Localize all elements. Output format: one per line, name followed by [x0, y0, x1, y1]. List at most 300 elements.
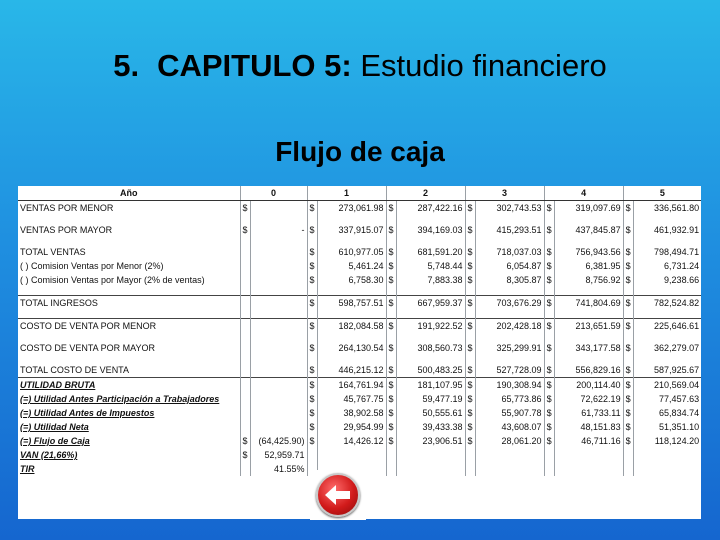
spacer-cell: [465, 310, 475, 319]
spacer-cell: [475, 237, 544, 245]
spacer-cell: [554, 310, 623, 319]
year4-value: 61,733.11: [554, 406, 623, 420]
currency-sign: $: [386, 259, 396, 273]
spacer-cell: [317, 287, 386, 296]
spacer-cell: [240, 215, 250, 223]
currency-sign: $: [465, 406, 475, 420]
year5-value: 587,925.67: [633, 363, 701, 378]
currency-sign: $: [623, 406, 633, 420]
table-row: [18, 448, 701, 462]
row-label: ( ) Comision Ventas por Mayor (2% de ventas): [20, 275, 205, 285]
currency-sign: $: [386, 378, 396, 393]
currency-sign: [240, 245, 250, 259]
spacer-cell: [317, 215, 386, 223]
currency-sign: [240, 406, 250, 420]
currency-sign: $: [386, 392, 396, 406]
year0-value: [250, 259, 307, 273]
currency-sign: $: [623, 201, 633, 216]
table-row: [18, 434, 701, 448]
spacer-cell: [18, 310, 240, 319]
table-row: [18, 259, 701, 273]
year0-value: [250, 406, 307, 420]
currency-sign: $: [386, 434, 396, 448]
spacer-cell: [307, 215, 317, 223]
year2-value: 667,959.37: [396, 296, 465, 311]
spacer-cell: [240, 287, 250, 296]
year3-value: 65,773.86: [475, 392, 544, 406]
row-label: COSTO DE VENTA POR MENOR: [18, 319, 240, 334]
currency-sign: $: [544, 434, 554, 448]
header-year-label: Año: [18, 186, 240, 201]
year3-value: 43,608.07: [475, 420, 544, 434]
spacer-cell: [250, 215, 307, 223]
year2-value: 59,477.19: [396, 392, 465, 406]
year4-value: 72,622.19: [554, 392, 623, 406]
title-chapter: CAPITULO 5:: [157, 48, 352, 83]
year5-value: 782,524.82: [633, 296, 701, 311]
year3-value: 6,054.87: [475, 259, 544, 273]
year2-value: [396, 462, 465, 476]
currency-sign: $: [465, 223, 475, 237]
currency-sign: [386, 448, 396, 462]
year0-value: [250, 378, 307, 393]
spacer-cell: [633, 237, 701, 245]
year1-value: 38,902.58: [317, 406, 386, 420]
currency-sign: $: [465, 245, 475, 259]
row-label: UTILIDAD BRUTA: [18, 378, 240, 393]
year2-value: 681,591.20: [396, 245, 465, 259]
spacer-cell: [307, 287, 317, 296]
currency-sign: $: [623, 434, 633, 448]
currency-sign: $: [386, 420, 396, 434]
row-label: TOTAL INGRESOS: [18, 296, 240, 311]
year5-value: 6,731.24: [633, 259, 701, 273]
spacer-cell: [307, 237, 317, 245]
row-label: TIR: [20, 464, 35, 474]
header-year-3: 3: [465, 186, 544, 201]
spacer-cell: [240, 310, 250, 319]
spacer-cell: [544, 237, 554, 245]
spacer-cell: [18, 287, 240, 296]
currency-sign: [240, 273, 250, 287]
spacer-cell: [386, 237, 396, 245]
currency-sign: $: [465, 363, 475, 378]
currency-sign: $: [386, 296, 396, 311]
currency-sign: [307, 448, 317, 462]
spacer-cell: [250, 310, 307, 319]
spacer-cell: [386, 355, 396, 363]
slide-title: [0, 48, 720, 84]
year0-value: [250, 392, 307, 406]
currency-sign: [240, 296, 250, 311]
currency-sign: $: [386, 406, 396, 420]
spacer-cell: [623, 310, 633, 319]
currency-sign: $: [623, 273, 633, 287]
spacer-cell: [317, 333, 386, 341]
spacer-row: [18, 310, 701, 319]
spacer-row: [18, 333, 701, 341]
year3-value: 527,728.09: [475, 363, 544, 378]
year1-value: 273,061.98: [317, 201, 386, 216]
year0-value: [250, 273, 307, 287]
currency-sign: $: [623, 341, 633, 355]
year2-value: 287,422.16: [396, 201, 465, 216]
spacer-cell: [396, 310, 465, 319]
spacer-cell: [554, 237, 623, 245]
spacer-cell: [250, 287, 307, 296]
year3-value: 190,308.94: [475, 378, 544, 393]
spacer-cell: [250, 355, 307, 363]
year5-value: 210,569.04: [633, 378, 701, 393]
currency-sign: [240, 341, 250, 355]
currency-sign: $: [307, 392, 317, 406]
year1-value: 6,758.30: [317, 273, 386, 287]
table-row: [18, 245, 701, 259]
currency-sign: $: [544, 201, 554, 216]
year1-value: 5,461.24: [317, 259, 386, 273]
spacer-cell: [544, 333, 554, 341]
currency-sign: $: [544, 259, 554, 273]
currency-sign: $: [465, 296, 475, 311]
spacer-cell: [396, 215, 465, 223]
year4-value: 556,829.16: [554, 363, 623, 378]
spacer-cell: [396, 237, 465, 245]
spacer-cell: [18, 237, 240, 245]
year3-value: [475, 462, 544, 476]
year4-value: 437,845.87: [554, 223, 623, 237]
currency-sign: [240, 378, 250, 393]
year0-value: 41.55%: [250, 462, 307, 476]
table-row: [18, 319, 701, 334]
spacer-cell: [633, 310, 701, 319]
year2-value: 7,883.38: [396, 273, 465, 287]
spacer-cell: [633, 333, 701, 341]
year5-value: 9,238.66: [633, 273, 701, 287]
year1-value: 598,757.51: [317, 296, 386, 311]
currency-sign: [240, 392, 250, 406]
year2-value: 191,922.52: [396, 319, 465, 334]
currency-sign: $: [544, 319, 554, 334]
currency-sign: $: [623, 259, 633, 273]
year2-value: 181,107.95: [396, 378, 465, 393]
currency-sign: $: [386, 273, 396, 287]
year4-value: 319,097.69: [554, 201, 623, 216]
spacer-cell: [623, 237, 633, 245]
currency-sign: $: [307, 341, 317, 355]
row-label: VENTAS POR MENOR: [20, 203, 114, 213]
spacer-cell: [317, 237, 386, 245]
spacer-cell: [544, 310, 554, 319]
spacer-cell: [554, 215, 623, 223]
row-label: ( ) Comision Ventas por Menor (2%): [20, 261, 164, 271]
year2-value: 50,555.61: [396, 406, 465, 420]
spacer-cell: [623, 355, 633, 363]
currency-sign: $: [386, 201, 396, 216]
year5-value: 362,279.07: [633, 341, 701, 355]
year1-value: 337,915.07: [317, 223, 386, 237]
spacer-cell: [554, 287, 623, 296]
year0-value: [250, 319, 307, 334]
currency-sign: [623, 448, 633, 462]
currency-sign: $: [386, 245, 396, 259]
currency-sign: $: [240, 434, 250, 448]
back-arrow-icon: [316, 473, 360, 517]
spacer-cell: [475, 310, 544, 319]
currency-sign: $: [623, 363, 633, 378]
currency-sign: $: [240, 201, 250, 216]
currency-sign: $: [465, 378, 475, 393]
header-year-4: 4: [544, 186, 623, 201]
row-label: TOTAL VENTAS: [20, 247, 86, 257]
currency-sign: $: [544, 392, 554, 406]
table-row: [18, 420, 701, 434]
spacer-cell: [18, 355, 240, 363]
year0-value: [250, 420, 307, 434]
year5-value: 77,457.63: [633, 392, 701, 406]
year3-value: [475, 448, 544, 462]
year5-value: 118,124.20: [633, 434, 701, 448]
spacer-cell: [18, 333, 240, 341]
currency-sign: $: [544, 296, 554, 311]
year0-value: [250, 201, 307, 216]
spacer-cell: [633, 215, 701, 223]
currency-sign: [544, 448, 554, 462]
year0-value: (64,425.90): [250, 434, 307, 448]
spacer-cell: [544, 355, 554, 363]
currency-sign: $: [544, 245, 554, 259]
currency-sign: $: [307, 201, 317, 216]
year4-value: [554, 448, 623, 462]
table-row: [18, 341, 701, 355]
currency-sign: $: [465, 259, 475, 273]
table-row: [18, 392, 701, 406]
year0-value: [250, 363, 307, 378]
year1-value: 29,954.99: [317, 420, 386, 434]
year0-value: 52,959.71: [250, 448, 307, 462]
year1-value: 45,767.75: [317, 392, 386, 406]
year1-value: 164,761.94: [317, 378, 386, 393]
year4-value: 741,804.69: [554, 296, 623, 311]
year5-value: 798,494.71: [633, 245, 701, 259]
currency-sign: $: [465, 434, 475, 448]
row-label: (=) Utilidad Antes de Impuestos: [20, 408, 155, 418]
currency-sign: $: [240, 223, 250, 237]
year4-value: 8,756.92: [554, 273, 623, 287]
title-number: 5.: [113, 48, 140, 83]
year4-value: 6,381.95: [554, 259, 623, 273]
year5-value: [633, 462, 701, 476]
currency-sign: $: [544, 420, 554, 434]
currency-sign: $: [307, 223, 317, 237]
year4-value: 200,114.40: [554, 378, 623, 393]
row-label: VENTAS POR MAYOR: [20, 225, 113, 235]
spacer-cell: [307, 310, 317, 319]
currency-sign: $: [307, 259, 317, 273]
currency-sign: $: [623, 245, 633, 259]
currency-sign: $: [307, 363, 317, 378]
year2-value: [396, 448, 465, 462]
row-label: VAN (21,66%): [20, 450, 78, 460]
currency-sign: $: [465, 273, 475, 287]
header-year-5: 5: [623, 186, 701, 201]
spacer-cell: [465, 215, 475, 223]
year2-value: 23,906.51: [396, 434, 465, 448]
currency-sign: $: [544, 273, 554, 287]
back-button[interactable]: [310, 470, 366, 520]
year5-value: 225,646.61: [633, 319, 701, 334]
currency-sign: $: [307, 245, 317, 259]
currency-sign: $: [544, 223, 554, 237]
year2-value: 394,169.03: [396, 223, 465, 237]
currency-sign: $: [386, 363, 396, 378]
year3-value: 325,299.91: [475, 341, 544, 355]
year4-value: 46,711.16: [554, 434, 623, 448]
currency-sign: [465, 448, 475, 462]
spacer-cell: [475, 287, 544, 296]
spacer-cell: [465, 237, 475, 245]
spacer-cell: [386, 310, 396, 319]
currency-sign: $: [623, 296, 633, 311]
currency-sign: [465, 462, 475, 476]
spacer-cell: [250, 333, 307, 341]
currency-sign: $: [307, 406, 317, 420]
currency-sign: [240, 363, 250, 378]
currency-sign: $: [307, 434, 317, 448]
row-label: COSTO DE VENTA POR MAYOR: [20, 343, 156, 353]
spacer-cell: [386, 287, 396, 296]
year5-value: 65,834.74: [633, 406, 701, 420]
spacer-cell: [240, 355, 250, 363]
spacer-cell: [250, 237, 307, 245]
year1-value: 182,084.58: [317, 319, 386, 334]
table-row: [18, 378, 701, 393]
year1-value: 610,977.05: [317, 245, 386, 259]
year2-value: 5,748.44: [396, 259, 465, 273]
currency-sign: $: [386, 341, 396, 355]
spacer-cell: [396, 333, 465, 341]
currency-sign: $: [386, 223, 396, 237]
row-label: (=) Flujo de Caja: [20, 436, 90, 446]
spacer-cell: [307, 355, 317, 363]
currency-sign: $: [307, 319, 317, 334]
spacer-cell: [465, 355, 475, 363]
table-row: [18, 223, 701, 237]
spacer-cell: [307, 333, 317, 341]
spacer-cell: [317, 355, 386, 363]
year0-value: [250, 296, 307, 311]
year5-value: [633, 448, 701, 462]
spacer-cell: [554, 355, 623, 363]
spacer-cell: [386, 215, 396, 223]
currency-sign: $: [465, 392, 475, 406]
year0-value: [250, 341, 307, 355]
year1-value: 264,130.54: [317, 341, 386, 355]
table-header-row: [18, 186, 701, 201]
year1-value: 446,215.12: [317, 363, 386, 378]
currency-sign: [240, 319, 250, 334]
currency-sign: $: [623, 319, 633, 334]
year4-value: 343,177.58: [554, 341, 623, 355]
year0-value: -: [250, 223, 307, 237]
year4-value: 48,151.83: [554, 420, 623, 434]
year1-value: [317, 448, 386, 462]
year4-value: [554, 462, 623, 476]
spacer-row: [18, 355, 701, 363]
spacer-row: [18, 237, 701, 245]
year3-value: 703,676.29: [475, 296, 544, 311]
spacer-cell: [475, 355, 544, 363]
year2-value: 39,433.38: [396, 420, 465, 434]
spacer-cell: [18, 215, 240, 223]
currency-sign: $: [544, 363, 554, 378]
spacer-cell: [465, 333, 475, 341]
year3-value: 8,305.87: [475, 273, 544, 287]
header-year-1: 1: [307, 186, 386, 201]
year5-value: 51,351.10: [633, 420, 701, 434]
spacer-cell: [240, 333, 250, 341]
currency-sign: [240, 259, 250, 273]
year0-value: [250, 245, 307, 259]
year5-value: 461,932.91: [633, 223, 701, 237]
currency-sign: $: [465, 341, 475, 355]
currency-sign: [386, 462, 396, 476]
currency-sign: $: [623, 392, 633, 406]
currency-sign: $: [307, 420, 317, 434]
currency-sign: $: [544, 378, 554, 393]
currency-sign: $: [623, 378, 633, 393]
table-row: [18, 296, 701, 311]
spacer-cell: [623, 215, 633, 223]
spacer-cell: [554, 333, 623, 341]
currency-sign: $: [544, 341, 554, 355]
spacer-cell: [544, 287, 554, 296]
spacer-cell: [475, 215, 544, 223]
spacer-cell: [544, 215, 554, 223]
year1-value: 14,426.12: [317, 434, 386, 448]
spacer-cell: [396, 287, 465, 296]
spacer-cell: [465, 287, 475, 296]
currency-sign: $: [623, 223, 633, 237]
spacer-cell: [317, 310, 386, 319]
year3-value: 415,293.51: [475, 223, 544, 237]
currency-sign: $: [307, 273, 317, 287]
year3-value: 302,743.53: [475, 201, 544, 216]
header-year-0: 0: [240, 186, 307, 201]
currency-sign: $: [623, 420, 633, 434]
currency-sign: $: [240, 448, 250, 462]
currency-sign: [544, 462, 554, 476]
year5-value: 336,561.80: [633, 201, 701, 216]
year2-value: 500,483.25: [396, 363, 465, 378]
currency-sign: $: [386, 319, 396, 334]
spacer-cell: [240, 237, 250, 245]
row-label: (=) Utilidad Antes Participación a Trabajadores: [20, 394, 220, 404]
spacer-row: [18, 215, 701, 223]
spacer-cell: [633, 355, 701, 363]
currency-sign: [623, 462, 633, 476]
currency-sign: [240, 462, 250, 476]
cash-flow-table: [18, 186, 701, 476]
currency-sign: $: [544, 406, 554, 420]
table-row: [18, 363, 701, 378]
currency-sign: [240, 420, 250, 434]
spacer-row: [18, 287, 701, 296]
year3-value: 202,428.18: [475, 319, 544, 334]
spacer-cell: [623, 333, 633, 341]
year2-value: 308,560.73: [396, 341, 465, 355]
year3-value: 718,037.03: [475, 245, 544, 259]
year3-value: 28,061.20: [475, 434, 544, 448]
